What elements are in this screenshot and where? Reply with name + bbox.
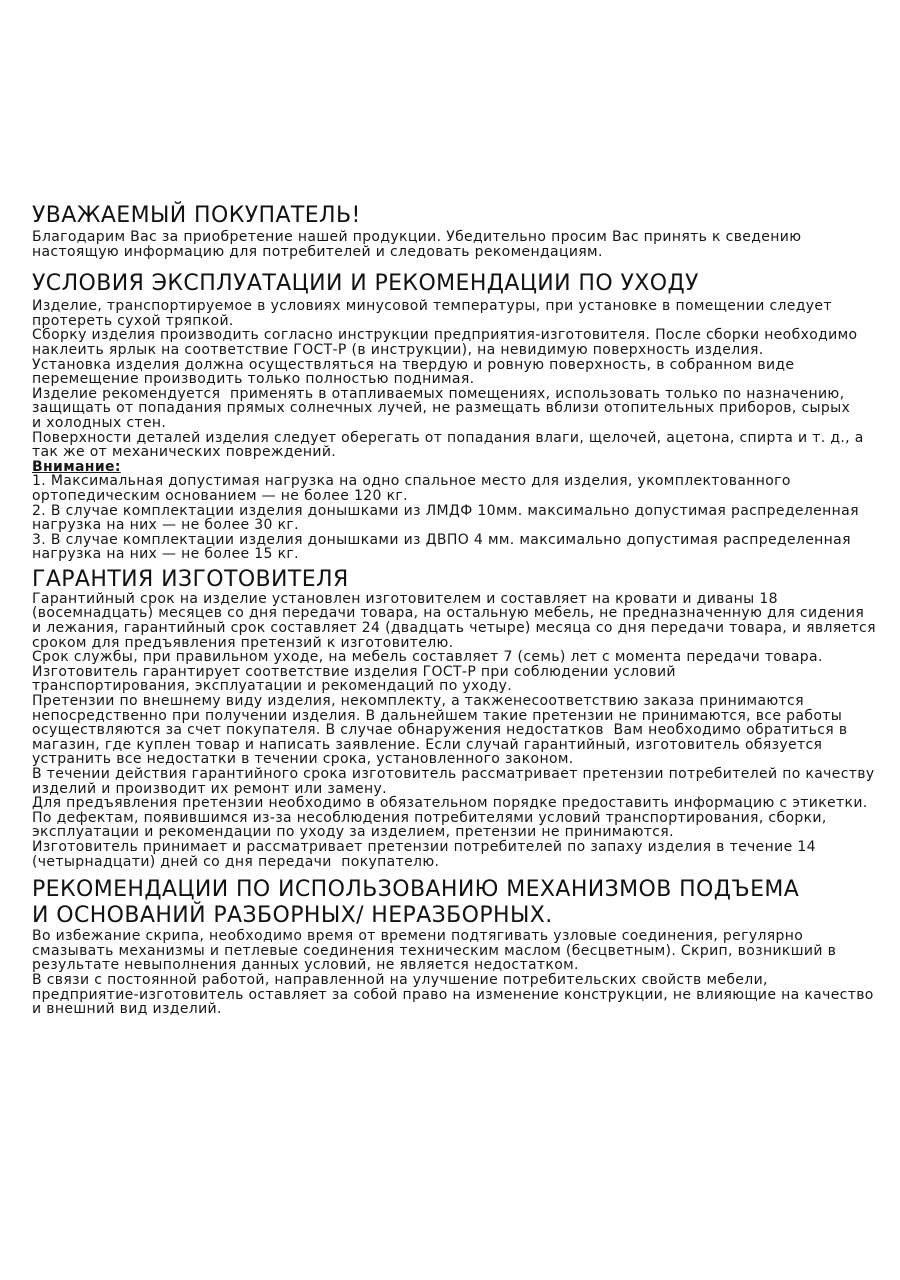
heading-line: РЕКОМЕНДАЦИИ ПО ИСПОЛЬЗОВАНИЮ МЕХАНИЗМОВ ПОДЪЕМА <box>32 877 800 903</box>
text-line: предприятие-изготовитель оставляет за собой право на изменение конструкции, не влияющие на качество <box>32 986 874 1003</box>
text-line: настоящую информацию для потребителей и следовать рекомендациям. <box>32 243 603 260</box>
text-line: (четырнадцати) дней со дня передачи покупателю. <box>32 853 440 870</box>
text-line: 1. Максимальная допустимая нагрузка на одно спальное место для изделия, укомплектованного <box>32 473 791 490</box>
paragraph <box>32 929 878 1017</box>
text-line: эксплуатации и рекомендации по уходу за изделием, претензии не принимаются. <box>32 824 674 841</box>
text-line: Гарантийный срок на изделие установлен изготовителем и составляет на кровати и диваны 18 <box>32 590 778 607</box>
text-line: Претензии по внешнему виду изделия, некомплекту, а такженесоответствию заказа принимаются <box>32 693 804 710</box>
text-line: Срок службы, при правильном уходе, на мебель составляет 7 (семь) лет с момента передачи товара. <box>32 649 823 666</box>
section-heading <box>32 204 878 228</box>
text-line: Изготовитель принимает и рассматривает претензии потребителей по запаху изделия в течение 14 <box>32 838 816 855</box>
text-line: 3. В случае комплектации изделия донышками из ДВПО 4 мм. максимально допустимая распределенная <box>32 531 851 548</box>
text-line: изделий и производит их ремонт или замену. <box>32 780 387 797</box>
paragraph <box>32 230 878 259</box>
section-heading <box>32 568 878 592</box>
text-line: нагрузка на них — не более 30 кг. <box>32 517 299 534</box>
text-line: магазин, где куплен товар и написать заявление. Если случай гарантийный, изготовитель обязуется <box>32 736 823 753</box>
text-line: защищать от попадания прямых солнечных лучей, не размещать вблизи отопительных приборов, сырых <box>32 400 851 417</box>
text-line: Для предъявления претензии необходимо в обязательном порядке предоставить информацию с этикетки. <box>32 795 868 812</box>
text-line: Сборку изделия производить согласно инструкции предприятия-изготовителя. После сборки необходимо <box>32 327 858 344</box>
text-line: нагрузка на них — не более 15 кг. <box>32 546 299 563</box>
text-line: сроком для предъявления претензий к изготовителю. <box>32 634 454 651</box>
text-line: смазывать механизмы и петлевые соединения техническим маслом (бесцветным). Скрип, возникший в <box>32 942 837 959</box>
text-line: Изделие, транспортируемое в условиях минусовой температуры, при установке в помещении следует <box>32 298 832 315</box>
text-line: (восемнадцать) месяцев со дня передачи товара, на остальную мебель, не предназначенную для сидения <box>32 605 865 622</box>
text-line: и лежания, гарантийный срок составляет 24 (двадцать четыре) месяца со дня передачи товара, и является <box>32 620 876 637</box>
text-line: перемещение производить только полностью поднимая. <box>32 371 475 388</box>
text-line: В течении действия гарантийного срока изготовитель рассматривает претензии потребителей по качеству <box>32 766 875 782</box>
text-line: транспортирования, эксплуатации и рекомендаций по уходу. <box>32 678 513 695</box>
text-line: В связи с постоянной работой, направленной на улучшение потребительских свойств мебели, <box>32 971 768 988</box>
heading-line: УВАЖАЕМЫЙ ПОКУПАТЕЛЬ! <box>32 203 361 228</box>
text-line: результате невыполнения данных условий, не является недостатком. <box>32 957 579 974</box>
text-line: 2. В случае комплектации изделия донышками из ЛМДФ 10мм. максимально допустимая распределенная <box>32 502 859 519</box>
text-line: Изделие рекомендуется применять в отапливаемых помещениях, использовать только по назначению, <box>32 385 845 402</box>
section-heading <box>32 877 878 929</box>
text-line: Установка изделия должна осуществляться на твердую и ровную поверхность, в собранном виде <box>32 356 795 373</box>
heading-line: УСЛОВИЯ ЭКСПЛУАТАЦИИ И РЕКОМЕНДАЦИИ ПО УХОДУ <box>32 271 699 297</box>
text-line: так же от механических повреждений. <box>32 444 337 461</box>
text-line: наклеить ярлык на соответствие ГОСТ-Р (в инструкции), на невидимую поверхность изделия. <box>32 341 764 358</box>
text-line: Благодарим Вас за приобретение нашей продукции. Убедительно просим Вас принять к сведению <box>32 229 802 245</box>
text-line: непосредственно при получении изделия. В дальнейшем такие претензии не принимаются, все работы <box>32 707 843 724</box>
text-line: Поверхности деталей изделия следует оберегать от попадания влаги, щелочей, ацетона, спирта и т. д., а <box>32 429 864 446</box>
text-line: осуществляются за счет покупателя. В случае обнаружения недостатков Вам необходимо обратиться в <box>32 722 848 739</box>
section-heading <box>32 272 878 296</box>
attention-label: Внимание: <box>32 458 121 475</box>
heading-line: И ОСНОВАНИЙ РАЗБОРНЫХ/ НЕРАЗБОРНЫХ. <box>32 903 553 929</box>
text-line: ортопедическим основанием — не более 120 кг. <box>32 487 408 504</box>
text-line: устранить все недостатки в течении срока, установленного законом. <box>32 751 574 768</box>
paragraph <box>32 592 878 869</box>
heading-line: ГАРАНТИЯ ИЗГОТОВИТЕЛЯ <box>32 566 349 592</box>
text-line: По дефектам, появившимся из-за несоблюдения потребителями условий транспортирования, сборки, <box>32 809 827 826</box>
text-line: Во избежание скрипа, необходимо время от времени подтягивать узловые соединения, регулярно <box>32 928 804 945</box>
text-line: и холодных стен. <box>32 414 167 431</box>
text-line: Изготовитель гарантирует соответствие изделия ГОСТ-Р при соблюдении условий <box>32 663 676 680</box>
document-body <box>32 0 878 1017</box>
text-line: протереть сухой тряпкой. <box>32 312 234 329</box>
paragraph <box>32 299 878 562</box>
text-line: и внешний вид изделий. <box>32 1001 222 1018</box>
